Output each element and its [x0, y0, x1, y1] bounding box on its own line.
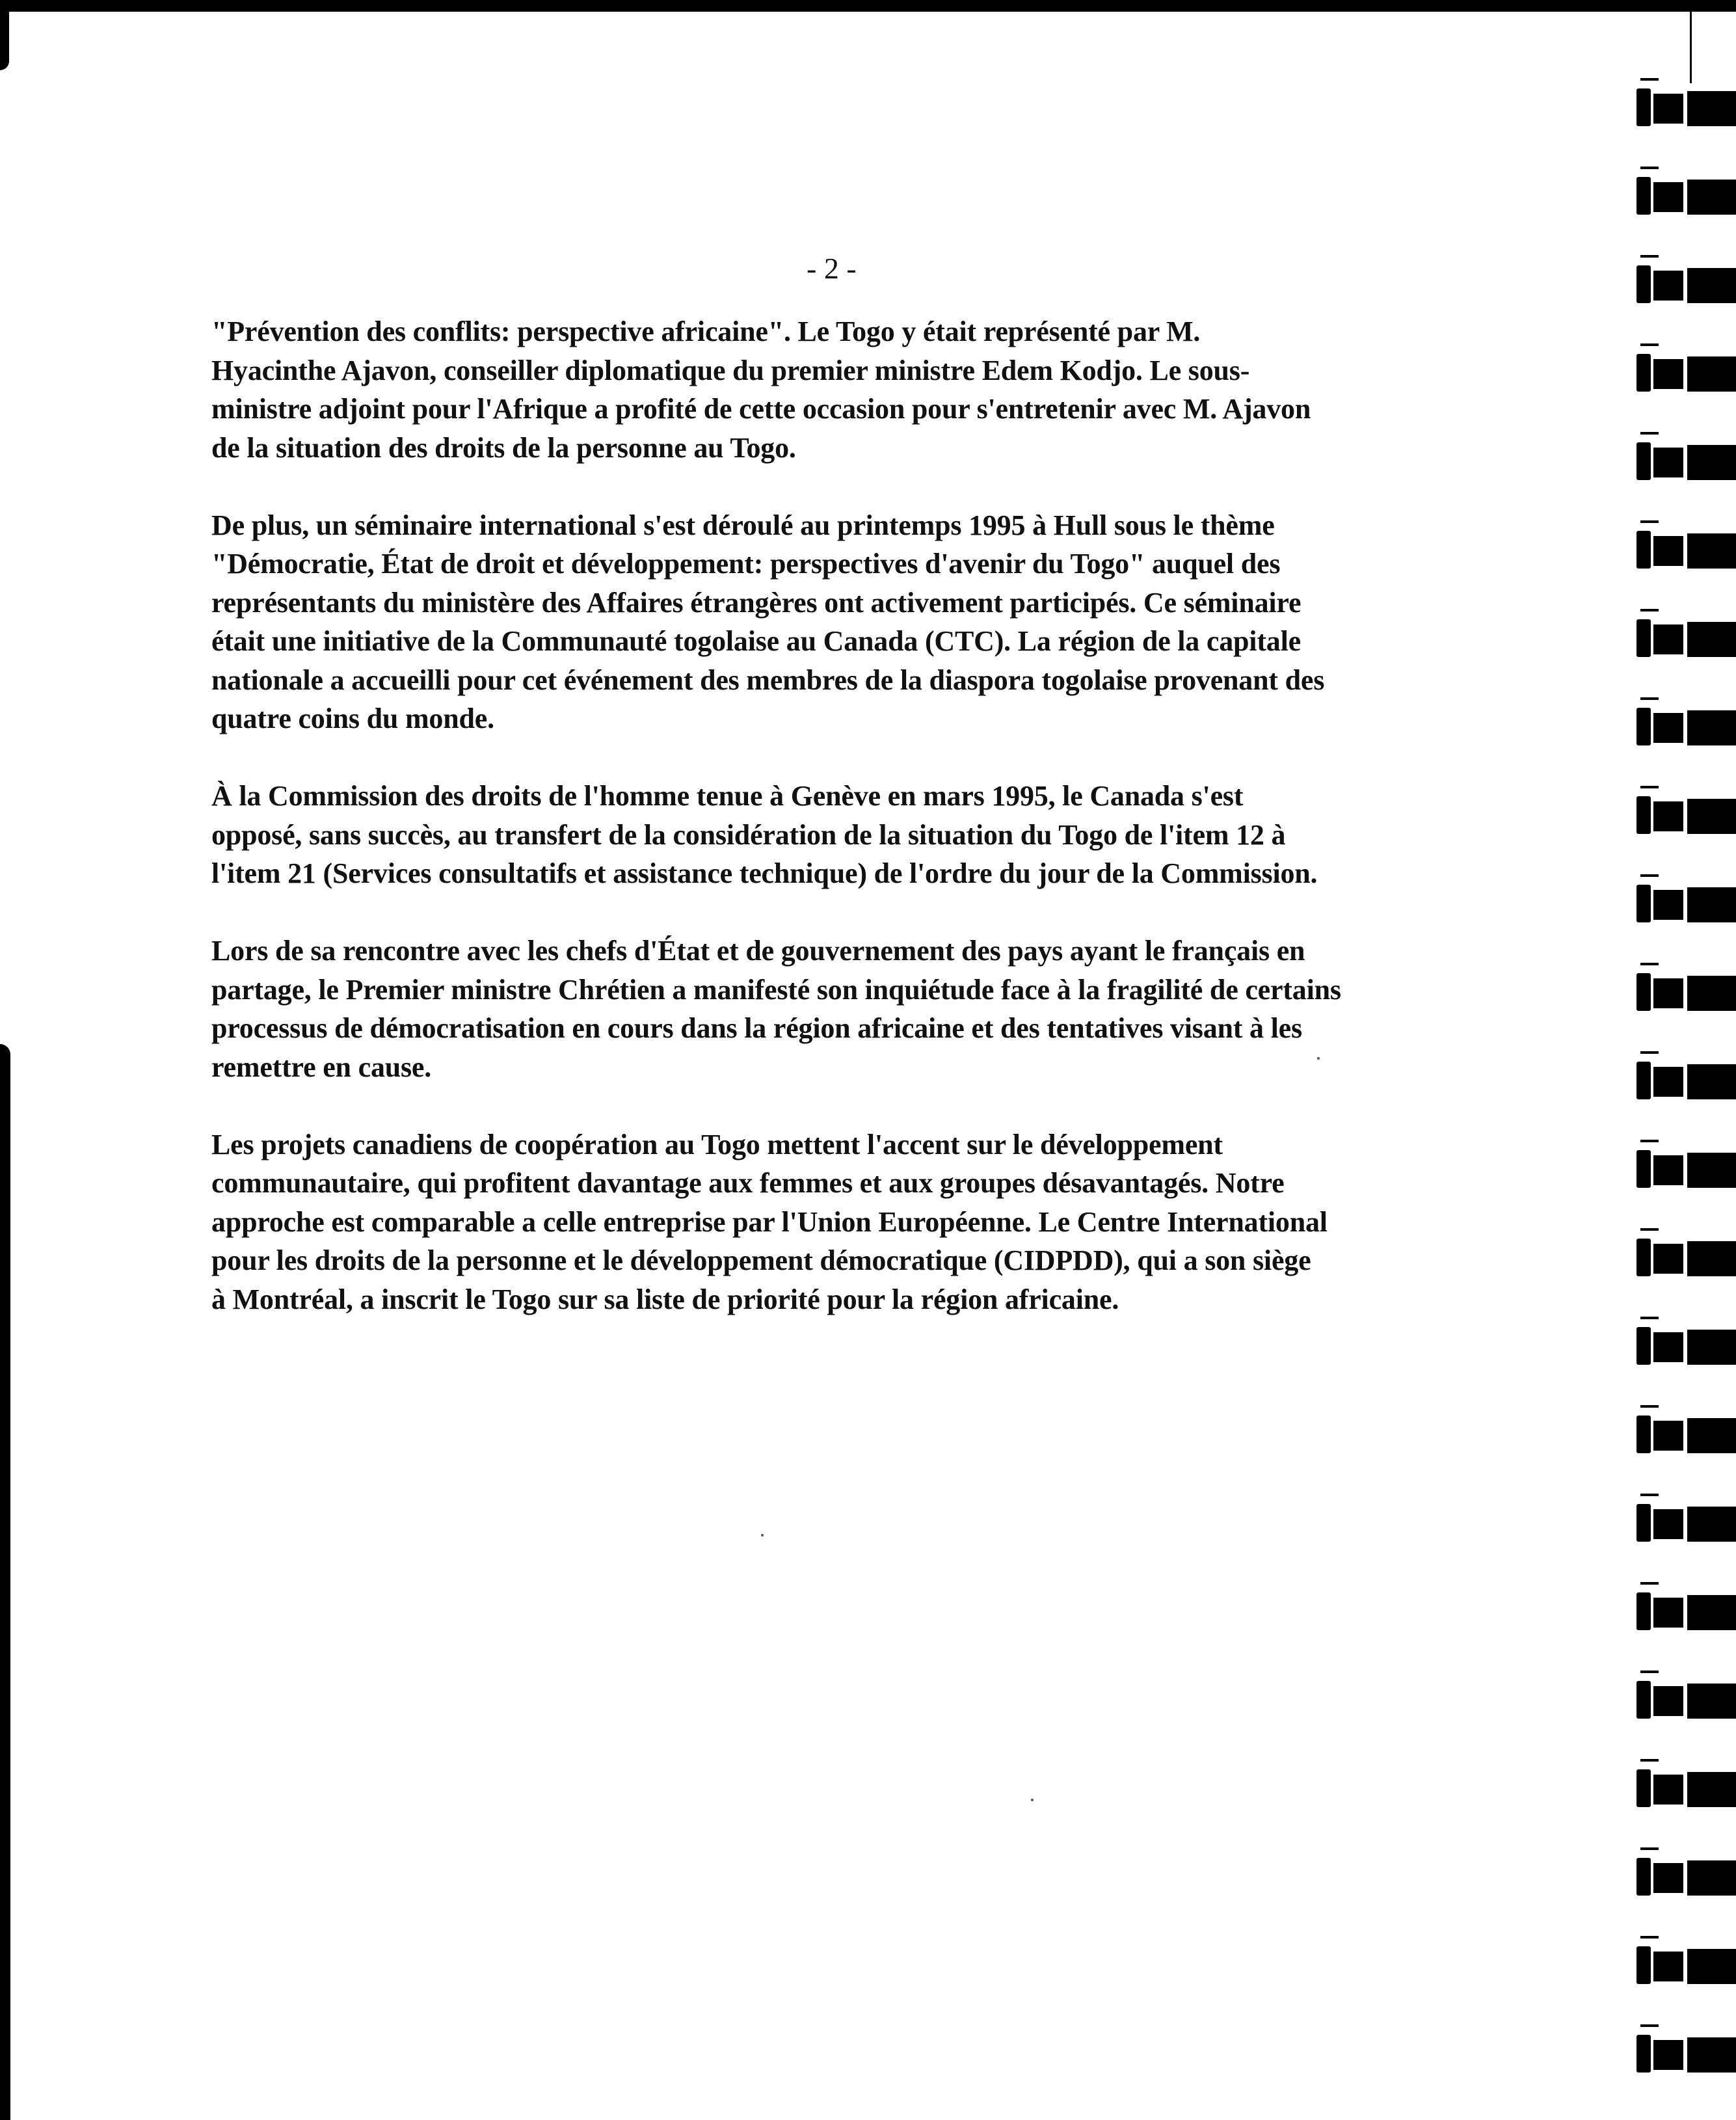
binding-segment — [1653, 536, 1683, 566]
binding-segment — [1687, 1418, 1736, 1453]
binding-segment — [1653, 978, 1683, 1008]
text-line: opposé, sans succès, au transfert de la considération de la situation du Togo de l'item 12 à — [211, 818, 1286, 851]
binding-segment — [1653, 1509, 1683, 1539]
binding-segment — [1636, 1681, 1651, 1719]
binding-segment — [1636, 1062, 1651, 1099]
binding-segment — [1653, 271, 1683, 301]
binding-segment — [1640, 1759, 1659, 1762]
binding-segment — [1636, 1416, 1651, 1453]
text-line: remettre en cause. — [211, 1051, 432, 1083]
binding-hole — [1631, 1235, 1736, 1278]
binding-segment — [1636, 88, 1651, 126]
binding-segment — [1636, 796, 1651, 834]
text-line: communautaire, qui profitent davantage aux femmes et aux groupes désavantagés. Notre — [211, 1167, 1285, 1199]
text-line: De plus, un séminaire international s'est déroulé au printemps 1995 à Hull sous le thème — [211, 509, 1275, 541]
binding-segment — [1687, 1860, 1736, 1896]
scan-speck — [761, 1534, 764, 1536]
binding-hole — [1631, 1058, 1736, 1101]
binding-segment — [1653, 801, 1683, 831]
text-line: représentants du ministère des Affaires étrangères ont activement participés. Ce séminaire — [211, 586, 1302, 619]
binding-segment — [1653, 1244, 1683, 1274]
binding-segment — [1653, 1332, 1683, 1362]
binding-segment — [1636, 2035, 1651, 2073]
page-number: - 2 - — [807, 252, 857, 285]
binding-segment — [1653, 94, 1683, 124]
binding-segment — [1653, 1421, 1683, 1451]
text-line: À la Commission des droits de l'homme tenue à Genève en mars 1995, le Canada s'est — [211, 780, 1244, 812]
text-line: approche est comparable a celle entreprise par l'Union Européenne. Le Centre International — [211, 1205, 1328, 1238]
binding-segment — [1640, 1671, 1659, 1673]
binding-segment — [1687, 622, 1736, 657]
binding-segment — [1640, 786, 1659, 788]
binding-segment — [1653, 1775, 1683, 1805]
binding-segment — [1640, 1051, 1659, 1054]
paragraph — [211, 312, 1480, 467]
binding-segment — [1640, 2024, 1659, 2027]
paragraph — [211, 506, 1480, 738]
binding-segment — [1636, 1769, 1651, 1807]
binding-segment — [1687, 91, 1736, 126]
binding-segment — [1640, 432, 1659, 435]
binding-segment — [1636, 531, 1651, 569]
text-line: ministre adjoint pour l'Afrique a profité de cette occasion pour s'entretenir avec M. Ajavon — [211, 393, 1311, 425]
binding-segment — [1640, 1228, 1659, 1231]
paragraph — [211, 1125, 1480, 1319]
binding-segment — [1653, 1863, 1683, 1893]
binding-hole — [1631, 615, 1736, 658]
binding-segment — [1640, 1936, 1659, 1939]
binding-segment — [1687, 887, 1736, 922]
binding-hole — [1631, 1500, 1736, 1543]
text-line: nationale a accueilli pour cet événement des membres de la diaspora togolaise provenant des — [211, 664, 1325, 696]
binding-segment — [1687, 976, 1736, 1011]
binding-segment — [1653, 448, 1683, 477]
binding-segment — [1640, 697, 1659, 700]
binding-segment — [1636, 1327, 1651, 1365]
paragraph — [211, 932, 1480, 1086]
binding-segment — [1636, 1592, 1651, 1630]
scan-right-line — [1690, 12, 1692, 83]
binding-segment — [1636, 177, 1651, 215]
binding-segment — [1636, 354, 1651, 392]
binding-segment — [1687, 2037, 1736, 2073]
binding-hole — [1631, 1146, 1736, 1189]
binding-segment — [1653, 182, 1683, 212]
binding-segment — [1653, 624, 1683, 654]
binding-hole — [1631, 792, 1736, 835]
binding-hole — [1631, 881, 1736, 924]
binding-segment — [1636, 885, 1651, 922]
binding-hole — [1631, 1412, 1736, 1455]
binding-segment — [1640, 78, 1659, 81]
binding-segment — [1653, 890, 1683, 920]
binding-hole — [1631, 2031, 1736, 2074]
binding-segment — [1636, 973, 1651, 1011]
binding-segment — [1687, 1241, 1736, 1276]
binding-segment — [1687, 1330, 1736, 1365]
text-line: pour les droits de la personne et le développement démocratique (CIDPDD), qui a son siège — [211, 1244, 1311, 1276]
binding-hole — [1631, 1323, 1736, 1366]
text-line: Hyacinthe Ajavon, conseiller diplomatique du premier ministre Edem Kodjo. Le sous- — [211, 354, 1250, 386]
binding-segment — [1636, 1858, 1651, 1896]
binding-hole — [1631, 262, 1736, 304]
binding-segment — [1640, 1494, 1659, 1496]
binding-hole — [1631, 969, 1736, 1012]
binding-segment — [1687, 1595, 1736, 1630]
binding-segment — [1640, 874, 1659, 877]
binding-hole — [1631, 85, 1736, 127]
binding-segment — [1640, 1317, 1659, 1319]
text-line: était une initiative de la Communauté togolaise au Canada (CTC). La région de la capitale — [211, 625, 1301, 657]
binding-hole — [1631, 704, 1736, 747]
binding-segment — [1640, 255, 1659, 258]
binding-segment — [1640, 520, 1659, 523]
binding-segment — [1653, 2040, 1683, 2070]
text-line: "Démocratie, État de droit et développement: perspectives d'avenir du Togo" auquel des — [211, 548, 1281, 580]
binding-segment — [1653, 713, 1683, 743]
binding-hole — [1631, 438, 1736, 481]
binding-segment — [1653, 1952, 1683, 1981]
binding-segment — [1687, 1507, 1736, 1542]
document-body — [211, 312, 1480, 1358]
binding-segment — [1653, 1598, 1683, 1628]
binding-hole — [1631, 1677, 1736, 1720]
binding-segment — [1687, 799, 1736, 834]
binding-segment — [1640, 167, 1659, 169]
binding-segment — [1640, 343, 1659, 346]
binding-segment — [1687, 445, 1736, 480]
binding-segment — [1687, 180, 1736, 215]
binding-segment — [1640, 1847, 1659, 1850]
binding-segment — [1636, 1504, 1651, 1542]
binding-segment — [1636, 1239, 1651, 1276]
binding-segment — [1687, 1153, 1736, 1188]
binding-hole — [1631, 1942, 1736, 1985]
binding-segment — [1636, 442, 1651, 480]
binding-segment — [1636, 265, 1651, 303]
binding-segment — [1653, 359, 1683, 389]
binding-segment — [1636, 1150, 1651, 1188]
binding-segment — [1687, 268, 1736, 303]
binding-segment — [1687, 1064, 1736, 1099]
text-line: à Montréal, a inscrit le Togo sur sa liste de priorité pour la région africaine. — [211, 1283, 1119, 1315]
binding-segment — [1640, 963, 1659, 965]
binding-segment — [1687, 356, 1736, 392]
text-line: Lors de sa rencontre avec les chefs d'État et de gouvernement des pays ayant le français en — [211, 935, 1305, 967]
binding-segment — [1640, 1140, 1659, 1142]
binding-segment — [1687, 1684, 1736, 1719]
spiral-binding — [1631, 85, 1736, 2120]
binding-segment — [1653, 1067, 1683, 1097]
binding-segment — [1640, 609, 1659, 611]
binding-segment — [1653, 1155, 1683, 1185]
text-line: processus de démocratisation en cours dans la région africaine et des tentatives visant à les — [211, 1012, 1302, 1044]
scan-top-border — [0, 0, 1736, 12]
binding-hole — [1631, 1854, 1736, 1897]
binding-segment — [1653, 1686, 1683, 1716]
binding-segment — [1687, 1949, 1736, 1984]
scan-speck — [1031, 1799, 1034, 1801]
binding-hole — [1631, 1589, 1736, 1631]
binding-hole — [1631, 1765, 1736, 1808]
binding-hole — [1631, 527, 1736, 570]
text-line: de la situation des droits de la personne au Togo. — [211, 431, 796, 464]
text-line: Les projets canadiens de coopération au Togo mettent l'accent sur le développement — [211, 1128, 1223, 1161]
binding-hole — [1631, 173, 1736, 216]
binding-segment — [1640, 1405, 1659, 1408]
binding-segment — [1687, 1772, 1736, 1807]
binding-segment — [1640, 1582, 1659, 1585]
binding-hole — [1631, 350, 1736, 393]
text-line: partage, le Premier ministre Chrétien a manifesté son inquiétude face à la fragilité de certains — [211, 973, 1341, 1006]
text-line: quatre coins du monde. — [211, 703, 494, 734]
paragraph — [211, 777, 1480, 893]
binding-segment — [1636, 619, 1651, 657]
binding-segment — [1636, 1946, 1651, 1984]
binding-segment — [1636, 708, 1651, 745]
binding-segment — [1687, 710, 1736, 745]
scan-speck — [1317, 1057, 1320, 1060]
text-line: l'item 21 (Services consultatifs et assistance technique) de l'ordre du jour de la Commission. — [211, 857, 1318, 889]
scan-corner-mark — [0, 12, 9, 70]
text-line: "Prévention des conflits: perspective africaine". Le Togo y était représenté par M. — [211, 315, 1201, 347]
scan-left-edge — [0, 1044, 10, 2120]
binding-segment — [1687, 533, 1736, 569]
